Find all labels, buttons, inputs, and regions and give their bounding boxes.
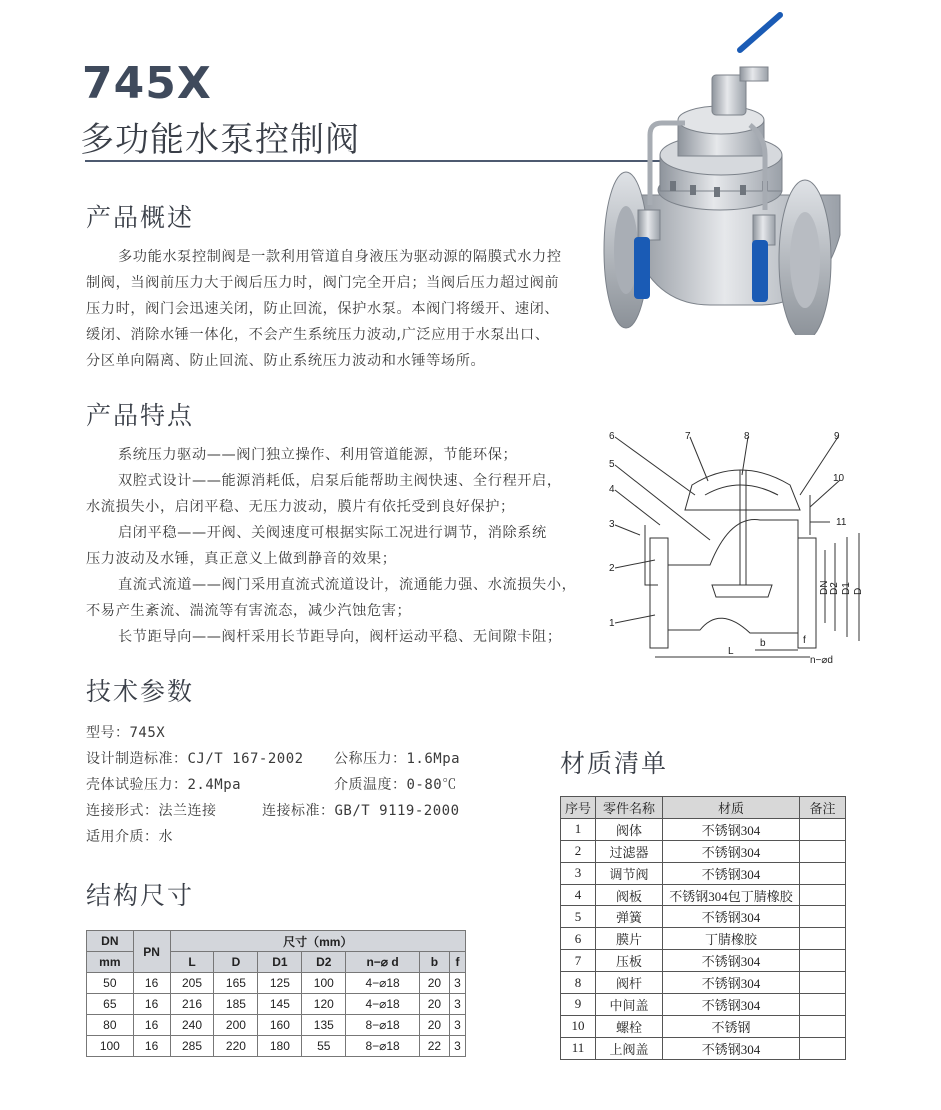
mat-col-remark: 备注 — [800, 797, 846, 819]
table-row — [87, 973, 466, 994]
table-cell: 螺栓 — [596, 1015, 663, 1037]
dim-n-d: n−⌀d — [810, 655, 833, 666]
table-cell: 22 — [419, 1036, 449, 1057]
table-cell: 5 — [561, 906, 596, 928]
callout-10: 10 — [833, 473, 845, 484]
feature-line: 直流式流道——阀门采用直流式流道设计，流通能力强、水流损失小， — [118, 577, 577, 593]
table-cell: 3 — [449, 994, 465, 1015]
table-cell: 160 — [258, 1015, 302, 1036]
model-number: 745X — [82, 58, 212, 109]
features-heading: 产品特点 — [86, 401, 195, 430]
table-cell: 135 — [302, 1015, 346, 1036]
param-standard: 设计制造标准：CJ/T 167-2002 — [86, 751, 304, 767]
param-nominal-pressure: 公称压力：1.6Mpa — [334, 751, 461, 767]
table-row — [561, 884, 846, 906]
table-cell: 阀杆 — [596, 972, 663, 994]
table-cell: 3 — [449, 973, 465, 994]
col-l: L — [170, 952, 214, 973]
table-cell: 55 — [302, 1036, 346, 1057]
table-cell: 8 — [561, 972, 596, 994]
dimensions-table — [86, 930, 466, 1057]
table-cell: 3 — [449, 1036, 465, 1057]
materials-table — [560, 796, 846, 1060]
table-cell — [800, 1015, 846, 1037]
table-cell: 100 — [87, 1036, 134, 1057]
materials-heading: 材质清单 — [560, 749, 669, 778]
overview-line: 分区单向隔离、防止回流、防止系统压力波动和水锤等场所。 — [86, 353, 486, 369]
table-cell: 50 — [87, 973, 134, 994]
table-cell: 205 — [170, 973, 214, 994]
table-row — [87, 1015, 466, 1036]
table-cell: 4−⌀18 — [346, 973, 420, 994]
title-divider — [85, 160, 660, 162]
tech-heading: 技术参数 — [86, 677, 195, 706]
col-n-d: n−⌀ d — [346, 952, 420, 973]
table-cell: 120 — [302, 994, 346, 1015]
callout-2: 2 — [609, 563, 615, 574]
param-test-pressure: 壳体试验压力：2.4Mpa — [86, 777, 242, 793]
table-cell: 65 — [87, 994, 134, 1015]
feature-line: 长节距导向——阀杆采用长节距导向，阀杆运动平稳、无间隙卡阻； — [118, 629, 562, 645]
table-cell: 不锈钢304 — [663, 950, 800, 972]
table-cell: 125 — [258, 973, 302, 994]
table-cell: 中间盖 — [596, 994, 663, 1016]
table-cell: 285 — [170, 1036, 214, 1057]
table-row — [561, 818, 846, 840]
callout-1: 1 — [609, 618, 615, 629]
table-cell: 6 — [561, 928, 596, 950]
table-cell: 240 — [170, 1015, 214, 1036]
table-cell: 4 — [561, 884, 596, 906]
table-cell: 不锈钢304 — [663, 818, 800, 840]
table-cell: 2 — [561, 840, 596, 862]
table-row — [561, 906, 846, 928]
table-row — [87, 994, 466, 1015]
col-d2: D2 — [302, 952, 346, 973]
feature-line: 系统压力驱动——阀门独立操作、利用管道能源，节能环保； — [118, 447, 518, 463]
table-cell: 80 — [87, 1015, 134, 1036]
callout-9: 9 — [834, 431, 840, 442]
feature-line: 不易产生紊流、湍流等有害流态，减少汽蚀危害； — [86, 603, 412, 619]
table-cell: 丁腈橡胶 — [663, 928, 800, 950]
mat-col-material: 材质 — [663, 797, 800, 819]
dim-d1: D1 — [841, 582, 852, 595]
overview-text — [86, 244, 606, 374]
table-cell — [800, 950, 846, 972]
col-size: 尺寸（mm） — [170, 931, 465, 952]
feature-line: 启闭平稳——开阀、关阀速度可根据实际工况进行调节，消除系统 — [118, 525, 547, 541]
table-cell: 20 — [419, 994, 449, 1015]
table-cell: 3 — [449, 1015, 465, 1036]
table-row — [561, 840, 846, 862]
table-cell: 压板 — [596, 950, 663, 972]
table-cell: 阀板 — [596, 884, 663, 906]
table-cell: 过滤器 — [596, 840, 663, 862]
callout-5: 5 — [609, 459, 615, 470]
table-cell: 165 — [214, 973, 258, 994]
feature-line: 水流损失小，启闭平稳、无压力波动，膜片有依托受到良好保护； — [86, 499, 515, 515]
table-cell: 1 — [561, 818, 596, 840]
dim-d2: D2 — [829, 582, 840, 595]
table-cell: 不锈钢304包丁腈橡胶 — [663, 884, 800, 906]
table-cell — [800, 972, 846, 994]
col-mm: mm — [87, 952, 134, 973]
param-medium: 适用介质：水 — [86, 829, 173, 845]
col-d: D — [214, 952, 258, 973]
table-cell: 16 — [133, 1015, 170, 1036]
param-medium-temp: 介质温度：0-80℃ — [334, 777, 457, 793]
table-cell: 不锈钢304 — [663, 906, 800, 928]
table-row — [561, 862, 846, 884]
dim-d: D — [853, 587, 864, 595]
callout-7: 7 — [685, 431, 691, 442]
table-cell: 调节阀 — [596, 862, 663, 884]
table-row — [561, 928, 846, 950]
table-cell: 不锈钢304 — [663, 972, 800, 994]
param-connection-std: 连接标准：GB/T 9119-2000 — [262, 803, 460, 819]
table-cell: 阀体 — [596, 818, 663, 840]
table-cell: 10 — [561, 1015, 596, 1037]
dim-l: L — [728, 646, 734, 657]
param-model: 型号：745X — [86, 725, 166, 741]
valve-section-drawing — [600, 425, 875, 670]
dimensions-heading: 结构尺寸 — [86, 881, 195, 910]
param-connection: 连接形式：法兰连接 — [86, 803, 217, 819]
valve-product-photo — [590, 5, 890, 335]
overview-heading: 产品概述 — [86, 203, 195, 232]
table-cell: 185 — [214, 994, 258, 1015]
table-cell: 不锈钢304 — [663, 862, 800, 884]
table-cell: 3 — [561, 862, 596, 884]
table-cell — [800, 884, 846, 906]
col-pn: PN — [133, 931, 170, 973]
table-row — [561, 950, 846, 972]
table-row — [87, 1036, 466, 1057]
overview-line: 多功能水泵控制阀是一款利用管道自身液压为驱动源的隔膜式水力控 — [118, 249, 562, 265]
table-cell: 16 — [133, 973, 170, 994]
table-cell: 16 — [133, 994, 170, 1015]
overview-line: 压力时，阀门会迅速关闭，防止回流，保护水泵。本阀门将缓开、速闭、 — [86, 301, 560, 317]
table-row — [561, 994, 846, 1016]
product-title: 多功能水泵控制阀 — [80, 120, 360, 160]
features-text — [86, 442, 606, 650]
table-cell — [800, 1037, 846, 1059]
callout-3: 3 — [609, 519, 615, 530]
dim-b: b — [760, 638, 766, 649]
dim-f: f — [803, 635, 806, 646]
table-cell: 20 — [419, 1015, 449, 1036]
table-cell: 16 — [133, 1036, 170, 1057]
table-row — [561, 972, 846, 994]
table-cell: 11 — [561, 1037, 596, 1059]
table-cell — [800, 862, 846, 884]
table-row — [561, 1015, 846, 1037]
table-cell: 145 — [258, 994, 302, 1015]
table-cell: 8−⌀18 — [346, 1015, 420, 1036]
table-cell: 不锈钢304 — [663, 840, 800, 862]
callout-6: 6 — [609, 431, 615, 442]
table-cell: 20 — [419, 973, 449, 994]
callout-11: 11 — [836, 517, 847, 528]
table-cell: 200 — [214, 1015, 258, 1036]
mat-col-no: 序号 — [561, 797, 596, 819]
table-cell: 上阀盖 — [596, 1037, 663, 1059]
callout-4: 4 — [609, 484, 615, 495]
mat-col-part: 零件名称 — [596, 797, 663, 819]
col-b: b — [419, 952, 449, 973]
table-cell: 8−⌀18 — [346, 1036, 420, 1057]
table-cell: 膜片 — [596, 928, 663, 950]
feature-line: 双腔式设计——能源消耗低，启泵后能帮助主阀快速、全行程开启， — [118, 473, 562, 489]
table-cell — [800, 818, 846, 840]
overview-line: 制阀，当阀前压力大于阀后压力时，阀门完全开启；当阀后压力超过阀前 — [86, 275, 560, 291]
callout-8: 8 — [744, 431, 750, 442]
table-cell: 弹簧 — [596, 906, 663, 928]
col-f: f — [449, 952, 465, 973]
col-d1: D1 — [258, 952, 302, 973]
table-cell: 216 — [170, 994, 214, 1015]
col-dn: DN — [87, 931, 134, 952]
table-cell: 220 — [214, 1036, 258, 1057]
table-cell — [800, 840, 846, 862]
table-cell: 9 — [561, 994, 596, 1016]
table-cell — [800, 994, 846, 1016]
overview-line: 缓闭、消除水锤一体化，不会产生系统压力波动,广泛应用于水泵出口、 — [86, 327, 550, 343]
table-row — [561, 1037, 846, 1059]
feature-line: 压力波动及水锤，真正意义上做到静音的效果； — [86, 551, 397, 567]
table-cell: 不锈钢 — [663, 1015, 800, 1037]
table-cell: 不锈钢304 — [663, 1037, 800, 1059]
table-cell: 7 — [561, 950, 596, 972]
table-cell: 180 — [258, 1036, 302, 1057]
table-cell: 100 — [302, 973, 346, 994]
table-cell — [800, 906, 846, 928]
table-cell: 不锈钢304 — [663, 994, 800, 1016]
table-cell: 4−⌀18 — [346, 994, 420, 1015]
table-cell — [800, 928, 846, 950]
dim-dn: DN — [819, 580, 830, 595]
